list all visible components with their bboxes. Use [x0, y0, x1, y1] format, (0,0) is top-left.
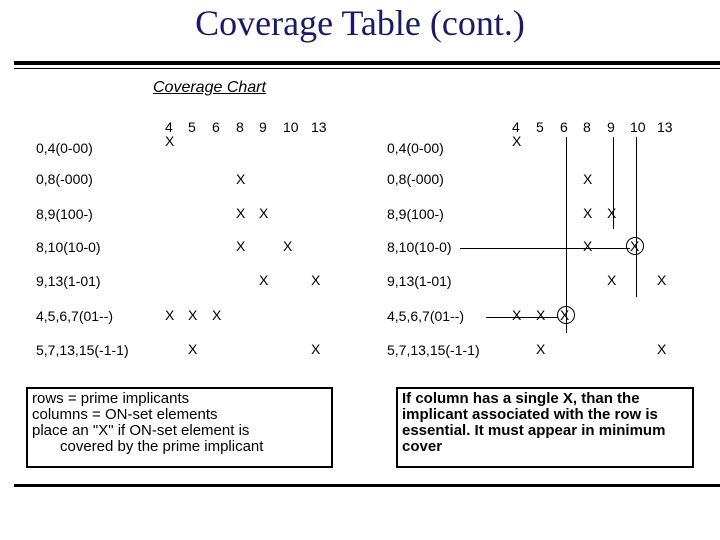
coverage-mark: X	[536, 341, 546, 357]
coverage-mark: X	[236, 171, 246, 187]
row-label: 9,13(1-01)	[387, 273, 452, 289]
column-header: 8	[583, 119, 591, 135]
column-header: 5	[536, 119, 544, 135]
bottom-rule	[14, 484, 720, 487]
cover-line-column	[566, 137, 567, 333]
coverage-mark: X	[583, 171, 593, 187]
column-header: 6	[560, 119, 568, 135]
coverage-mark: X	[607, 272, 617, 288]
row-label: 8,10(10-0)	[387, 239, 452, 255]
row-label: 8,9(100-)	[387, 206, 444, 222]
note-line: columns = ON-set elements	[32, 406, 218, 423]
column-header: 5	[188, 119, 196, 135]
column-header: 10	[283, 119, 299, 135]
row-label: 5,7,13,15(-1-1)	[36, 342, 129, 358]
row-label: 5,7,13,15(-1-1)	[387, 342, 480, 358]
cover-line-column	[636, 137, 637, 297]
coverage-mark: X	[283, 238, 293, 254]
column-header: 8	[236, 119, 244, 135]
column-header: 10	[630, 119, 646, 135]
column-header: 13	[657, 119, 673, 135]
column-header: 9	[607, 119, 615, 135]
column-header: 6	[212, 119, 220, 135]
coverage-mark: X	[560, 307, 570, 323]
coverage-mark: X	[188, 307, 198, 323]
coverage-mark: X	[630, 238, 640, 254]
coverage-mark: X	[311, 341, 321, 357]
column-header: 9	[259, 119, 267, 135]
coverage-mark: X	[583, 205, 593, 221]
coverage-mark: X	[512, 133, 522, 149]
column-header: 4	[512, 119, 520, 135]
essential-mark-circle	[626, 237, 644, 255]
coverage-mark: X	[657, 272, 667, 288]
essential-note-box: If column has a single X, than the implicant associated with the row is essential. It must appear in minimum cover	[396, 387, 694, 468]
coverage-mark: X	[236, 238, 246, 254]
coverage-mark: X	[311, 272, 321, 288]
coverage-mark: X	[583, 238, 593, 254]
coverage-mark: X	[236, 205, 246, 221]
coverage-mark: X	[188, 341, 198, 357]
coverage-mark: X	[607, 205, 617, 221]
coverage-mark: X	[165, 133, 175, 149]
coverage-mark: X	[259, 272, 269, 288]
coverage-mark: X	[536, 307, 546, 323]
row-label: 0,4(0-00)	[387, 140, 444, 156]
row-label: 4,5,6,7(01--)	[387, 308, 465, 324]
coverage-mark: X	[259, 205, 269, 221]
definition-note-box	[26, 387, 333, 468]
row-label: 8,9(100-)	[36, 206, 93, 222]
column-header: 13	[311, 119, 327, 135]
coverage-mark: X	[212, 307, 222, 323]
chart-heading: Coverage Chart	[153, 79, 266, 96]
row-label: 0,4(0-00)	[36, 140, 93, 156]
note-line: place an "X" if ON-set element is	[32, 422, 250, 439]
cover-line-row	[486, 317, 558, 318]
row-label: 0,8(-000)	[36, 171, 93, 187]
column-header: 4	[165, 119, 173, 135]
cover-line-row	[460, 248, 630, 249]
essential-mark-circle	[557, 306, 575, 324]
note-line: rows = prime implicants	[32, 390, 190, 407]
top-rule-thick	[14, 61, 720, 65]
coverage-mark: X	[657, 341, 667, 357]
note-line: covered by the prime implicant	[60, 438, 264, 455]
row-label: 4,5,6,7(01--)	[36, 308, 114, 324]
page-title: Coverage Table (cont.)	[195, 3, 525, 43]
top-rule-thin	[14, 68, 720, 69]
coverage-mark: X	[165, 307, 175, 323]
row-label: 8,10(10-0)	[36, 239, 101, 255]
row-label: 0,8(-000)	[387, 171, 444, 187]
coverage-mark: X	[512, 307, 522, 323]
row-label: 9,13(1-01)	[36, 273, 101, 289]
